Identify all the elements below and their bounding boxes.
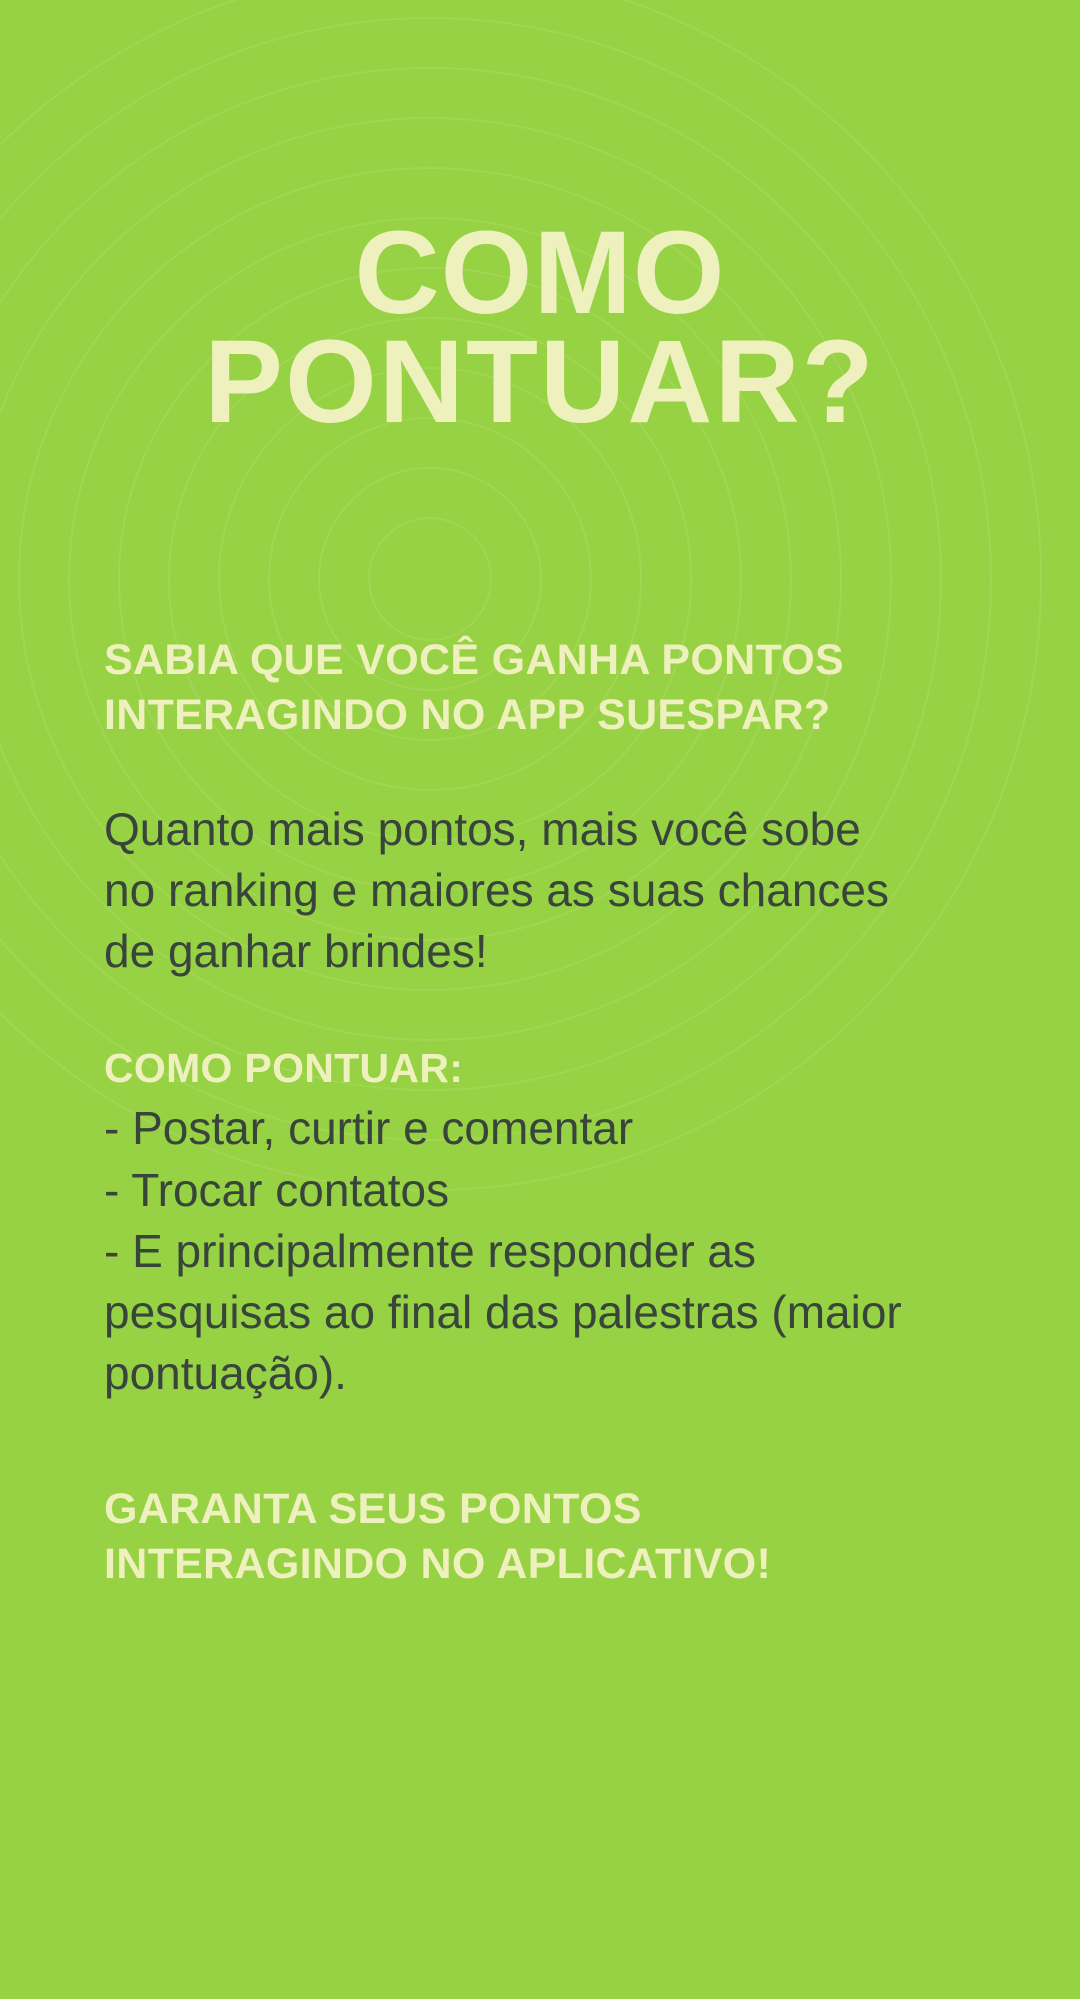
headline <box>104 633 980 743</box>
closing-line-2: INTERAGINDO NO APLICATIVO! <box>104 1540 772 1589</box>
headline-line-1: SABIA QUE VOCÊ GANHA PONTOS <box>104 636 844 685</box>
bullet-line-5: pontuação). <box>104 1347 347 1400</box>
section-label-how-to-score: COMO PONTUAR: <box>104 1045 464 1092</box>
paragraph-line-2: no ranking e maiores as suas chances <box>104 863 889 916</box>
bullet-line-4: pesquisas ao final das palestras (maior <box>104 1285 902 1338</box>
bullet-line-2: - Trocar contatos <box>104 1163 450 1216</box>
body-block <box>0 515 1080 1592</box>
paragraph-line-1: Quanto mais pontos, mais você sobe <box>104 803 861 856</box>
closing-line-1: GARANTA SEUS PONTOS <box>104 1485 642 1534</box>
poster-canvas <box>0 79 1080 1999</box>
intro-paragraph <box>104 799 980 981</box>
title-line-1: COMO <box>354 207 726 340</box>
bullet-line-1: - Postar, curtir e comentar <box>104 1102 634 1155</box>
page-title <box>0 79 1080 448</box>
poster-content <box>0 79 1080 1592</box>
closing-callout <box>104 1482 980 1592</box>
title-line-2: PONTUAR? <box>204 315 876 448</box>
bullet-line-3: - E principalmente responder as <box>104 1224 756 1277</box>
paragraph-line-3: de ganhar brindes! <box>104 924 488 977</box>
bullet-list <box>104 1098 980 1404</box>
headline-line-2: INTERAGINDO NO APP SUESPAR? <box>104 691 831 740</box>
